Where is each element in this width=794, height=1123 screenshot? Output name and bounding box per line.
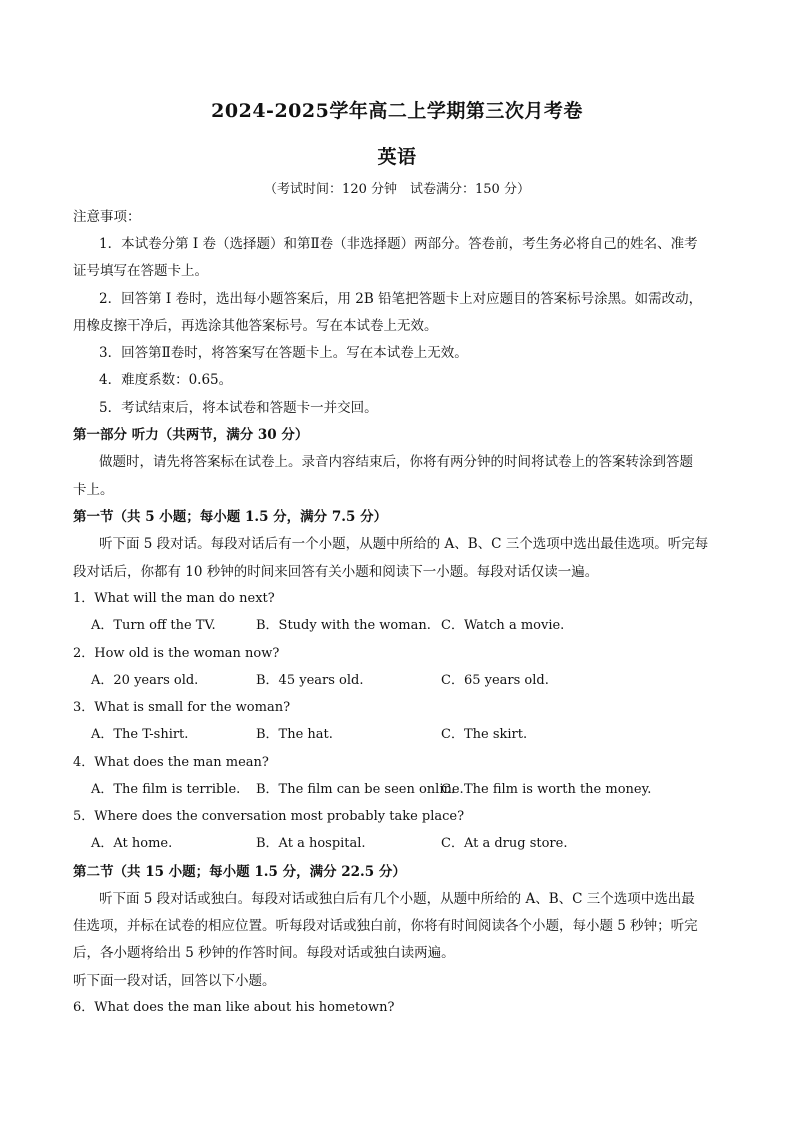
part1-intro-line-2: 卡上。 <box>73 482 114 498</box>
exam-title: 2024-2025学年高二上学期第三次月考卷 <box>211 100 583 122</box>
question-3-option-a: A．The T-shirt. <box>91 727 189 742</box>
question-5-option-b: B．At a hospital. <box>256 836 366 851</box>
section2-heading: 第二节（共 15 小题；每小题 1.5 分，满分 22.5 分） <box>73 864 406 880</box>
section1-heading: 第一节（共 5 小题；每小题 1.5 分，满分 7.5 分） <box>73 509 388 525</box>
question-2-option-c: C．65 years old. <box>441 673 549 688</box>
question-3-option-b: B．The hat. <box>256 727 333 742</box>
part1-heading: 第一部分 听力（共两节，满分 30 分） <box>73 427 309 443</box>
notice-item-1-line-2: 证号填写在答题卡上。 <box>73 263 208 279</box>
notice-item-4: 4．难度系数：0.65。 <box>99 372 233 388</box>
question-1-option-b: B．Study with the woman. <box>256 618 431 633</box>
question-2-option-b: B．45 years old. <box>256 673 364 688</box>
notice-item-2-line-2: 用橡皮擦干净后，再选涂其他答案标号。写在本试卷上无效。 <box>73 318 438 334</box>
question-6-stem: 6．What does the man like about his hometown? <box>73 1000 395 1015</box>
exam-info: （考试时间：120 分钟 试卷满分：150 分） <box>264 182 530 197</box>
notice-item-1-line-1: 1．本试卷分第 I 卷（选择题）和第Ⅱ卷（非选择题）两部分。答卷前，考生务必将自己的姓名、准考 <box>99 236 698 252</box>
question-5-stem: 5．Where does the conversation most probably take place? <box>73 809 465 824</box>
notice-item-3: 3．回答第Ⅱ卷时，将答案写在答题卡上。写在本试卷上无效。 <box>99 345 468 361</box>
question-4-option-c: C．The film is worth the money. <box>441 782 652 797</box>
part1-intro-line-1: 做题时，请先将答案标在试卷上。录音内容结束后，你将有两分钟的时间将试卷上的答案转涂到答题 <box>99 454 693 470</box>
notice-item-5: 5．考试结束后，将本试卷和答题卡一并交回。 <box>99 400 378 416</box>
question-5-option-c: C．At a drug store. <box>441 836 568 851</box>
section2-intro-line-3: 后，各小题将给出 5 秒钟的作答时间。每段对话或独白读两遍。 <box>73 945 455 961</box>
question-3-stem: 3．What is small for the woman? <box>73 700 291 715</box>
section1-intro-line-2: 段对话后，你都有 10 秒钟的时间来回答有关小题和阅读下一小题。每段对话仅读一遍。 <box>73 564 599 580</box>
question-2-stem: 2．How old is the woman now? <box>73 646 280 661</box>
notice-item-2-line-1: 2．回答第 I 卷时，选出每小题答案后，用 2B 铅笔把答题卡上对应题目的答案标号涂黑。如需改动， <box>99 291 703 307</box>
question-1-option-c: C．Watch a movie. <box>441 618 565 633</box>
section2-intro-line-1: 听下面 5 段对话或独白。每段对话或独白后有几个小题，从题中所给的 A、B、C 三个选项中选出最 <box>99 891 695 907</box>
question-5-option-a: A．At home. <box>91 836 173 851</box>
subject-title: 英语 <box>377 146 417 168</box>
question-4-stem: 4．What does the man mean? <box>73 755 269 770</box>
question-2-option-a: A．20 years old. <box>91 673 199 688</box>
question-4-option-a: A．The film is terrible. <box>91 782 241 797</box>
section2-intro-line-2: 佳选项，并标在试卷的相应位置。听每段对话或独白前，你将有时间阅读各个小题，每小题 5 秒钟；听完 <box>73 918 698 934</box>
section1-intro-line-1: 听下面 5 段对话。每段对话后有一个小题，从题中所给的 A、B、C 三个选项中选出最佳选项。听完每 <box>99 536 709 552</box>
question-4-option-b: B．The film can be seen online. <box>256 782 464 797</box>
notice-heading: 注意事项： <box>73 209 141 225</box>
question-1-option-a: A．Turn off the TV. <box>91 618 216 633</box>
listen-note: 听下面一段对话，回答以下小题。 <box>73 973 276 989</box>
question-1-stem: 1．What will the man do next? <box>73 591 275 606</box>
question-3-option-c: C．The skirt. <box>441 727 528 742</box>
